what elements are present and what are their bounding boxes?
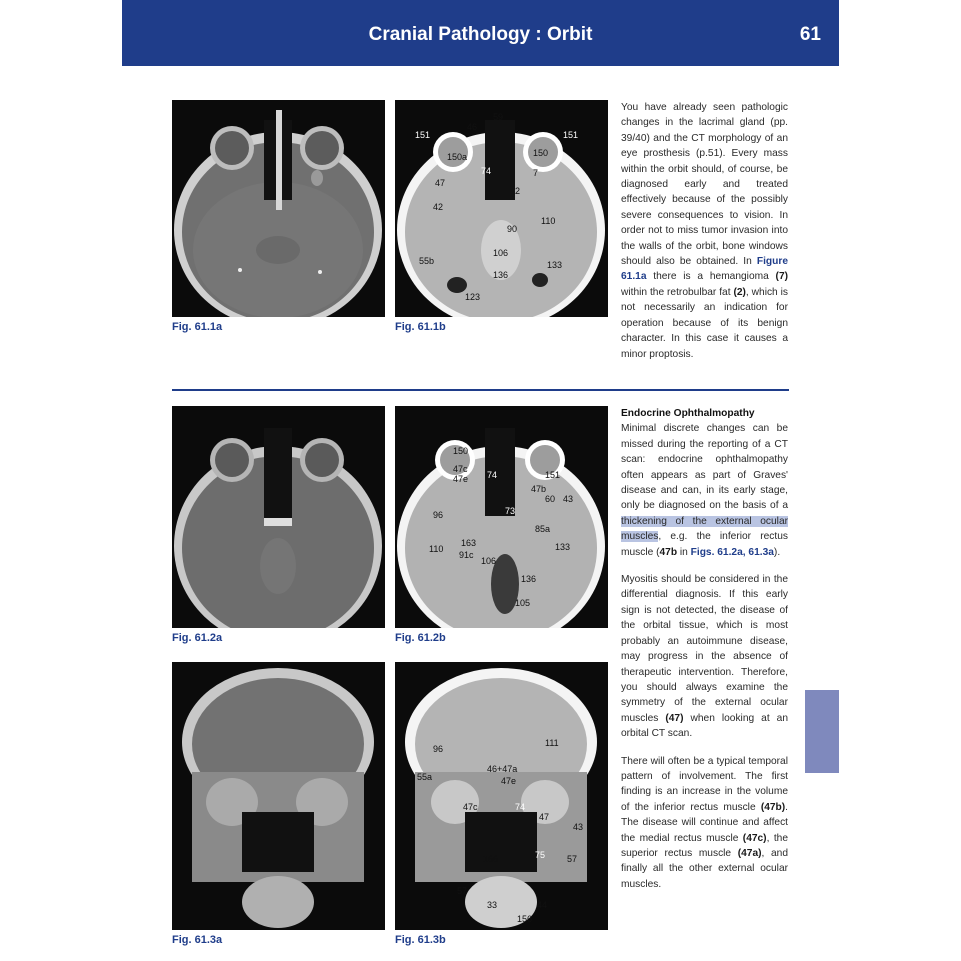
label-33: 33 [487,900,498,910]
label-136: 136 [521,574,537,584]
label-111: 111 [545,738,559,748]
paragraph: You have already seen pathologic changes in the lacrimal gland (pp. 39/40) and the CT morphology of an eye prosthesis (p.51). Every mass within the orbit should, of course, be diagnosed early and treated effectively because of the possibly severe consequences to vision. In order not to miss tumor invasion into the walls of the orbit, bone windows should also be obtained. In Figure 61.1a there is a hemangioma (7) within the retrobulbar fat (2), which is not necessarily an indication for operation because of its benign character. In this case it causes a minor proptosis. [621,102,788,360]
label-85a: 85a [535,524,551,534]
ct-image-61-3a [172,662,385,930]
label-73: 73 [505,506,516,516]
label-47b: 47b [531,484,547,494]
label-123: 123 [465,292,481,302]
label-150: 150 [533,148,549,158]
label-74: 74 [481,166,492,176]
paragraph: There will often be a typical temporal pattern of involvement. The first finding is an increase in the volume of the inferior rectus muscle (47b). The disease will continue and affect the medial rectus muscle (47c), the superior rectus muscle (47a), and finally all the other external ocular muscles. [621,755,788,890]
chapter-title: Cranial Pathology : Orbit [368,24,593,45]
label-75: 75 [535,850,546,860]
label-59: 59 [493,112,504,122]
label-46-47a: 46+47a [487,764,518,774]
highlighted-text: thickening of the external ocular muscles [621,515,788,543]
schematic-61-2b [395,406,608,628]
schematic-61-1b [395,100,608,317]
figure-caption: Fig. 61.1a [172,321,223,333]
chapter-side-tab [805,690,839,773]
label-46: 46 [467,122,478,132]
label-151: 151 [563,130,579,140]
label-151: 151 [415,130,431,140]
label-156: 156 [517,914,533,924]
label-74: 74 [515,802,526,812]
schematic-61-3b [395,662,608,930]
body-text-orbit-masses [621,100,788,374]
label-47: 47 [435,178,446,188]
label-47e: 47e [501,776,517,786]
paragraph: Myositis should be considered in the differential diagnosis. If this early sign is not detected, the disease of the orbital tissue, which is most probably an autoimmune disease, may progress in the absence of therapeutic intervention. Therefore, you should always examine the symmetry of the external ocular muscles (47) when looking at an orbital CT scan. [621,574,788,740]
label-110: 110 [541,216,556,226]
label-44: 44 [537,900,548,910]
figure-caption: Fig. 61.3b [395,934,446,946]
label-106: 106 [493,248,509,258]
label-55b: 55b [419,256,435,266]
paragraph: Minimal discrete changes can be missed during the reporting of a CT scan: endocrine ophthalmopathy often appears as part of Graves' disease and can, in its early stage, only be diagnosed on the basis of a thickening of the external ocular muscles, e.g. the inferior rectus muscle (47b in Figs. 61.2a, 61.3a). [621,423,788,558]
label-57: 57 [567,854,578,864]
label-43: 43 [573,822,584,832]
label-57: 57 [457,886,468,896]
body-text-endocrine-ophthalmopathy [621,406,788,904]
label-47e: 47e [453,474,469,484]
label-74: 74 [487,470,498,480]
label-133: 133 [555,542,571,552]
label-90: 90 [507,224,518,234]
label-55a: 55a [417,772,433,782]
label-2: 2 [515,186,521,196]
ct-image-61-1a [172,100,385,317]
label-47: 47 [539,812,550,822]
section-divider [172,389,789,391]
figure-caption: Fig. 61.2a [172,632,223,644]
label-43: 43 [563,494,574,504]
label-110: 110 [429,544,444,554]
label-47c: 47c [453,464,468,474]
page-number: 61 [799,24,821,45]
label-133: 133 [547,260,563,270]
label-105: 105 [515,598,531,608]
label-151: 151 [545,470,561,480]
figure-caption: Fig. 61.3a [172,934,223,946]
label-163: 163 [461,538,477,548]
label-150: 150 [453,446,469,456]
label-166: 166 [483,854,499,864]
label-60: 60 [545,494,556,504]
label-106: 106 [481,556,497,566]
page-header [122,0,839,66]
label-150a: 150a [447,152,468,162]
section-heading: Endocrine Ophthalmopathy [621,408,755,419]
label-7: 7 [533,168,539,178]
label-91c: 91c [459,550,474,560]
label-136: 136 [493,270,509,280]
label-96: 96 [433,744,444,754]
figure-caption: Fig. 61.1b [395,321,446,333]
label-47c: 47c [463,802,478,812]
label-42: 42 [433,202,444,212]
figure-caption: Fig. 61.2b [395,632,446,644]
ct-image-61-2a [172,406,385,628]
label-96: 96 [433,510,444,520]
